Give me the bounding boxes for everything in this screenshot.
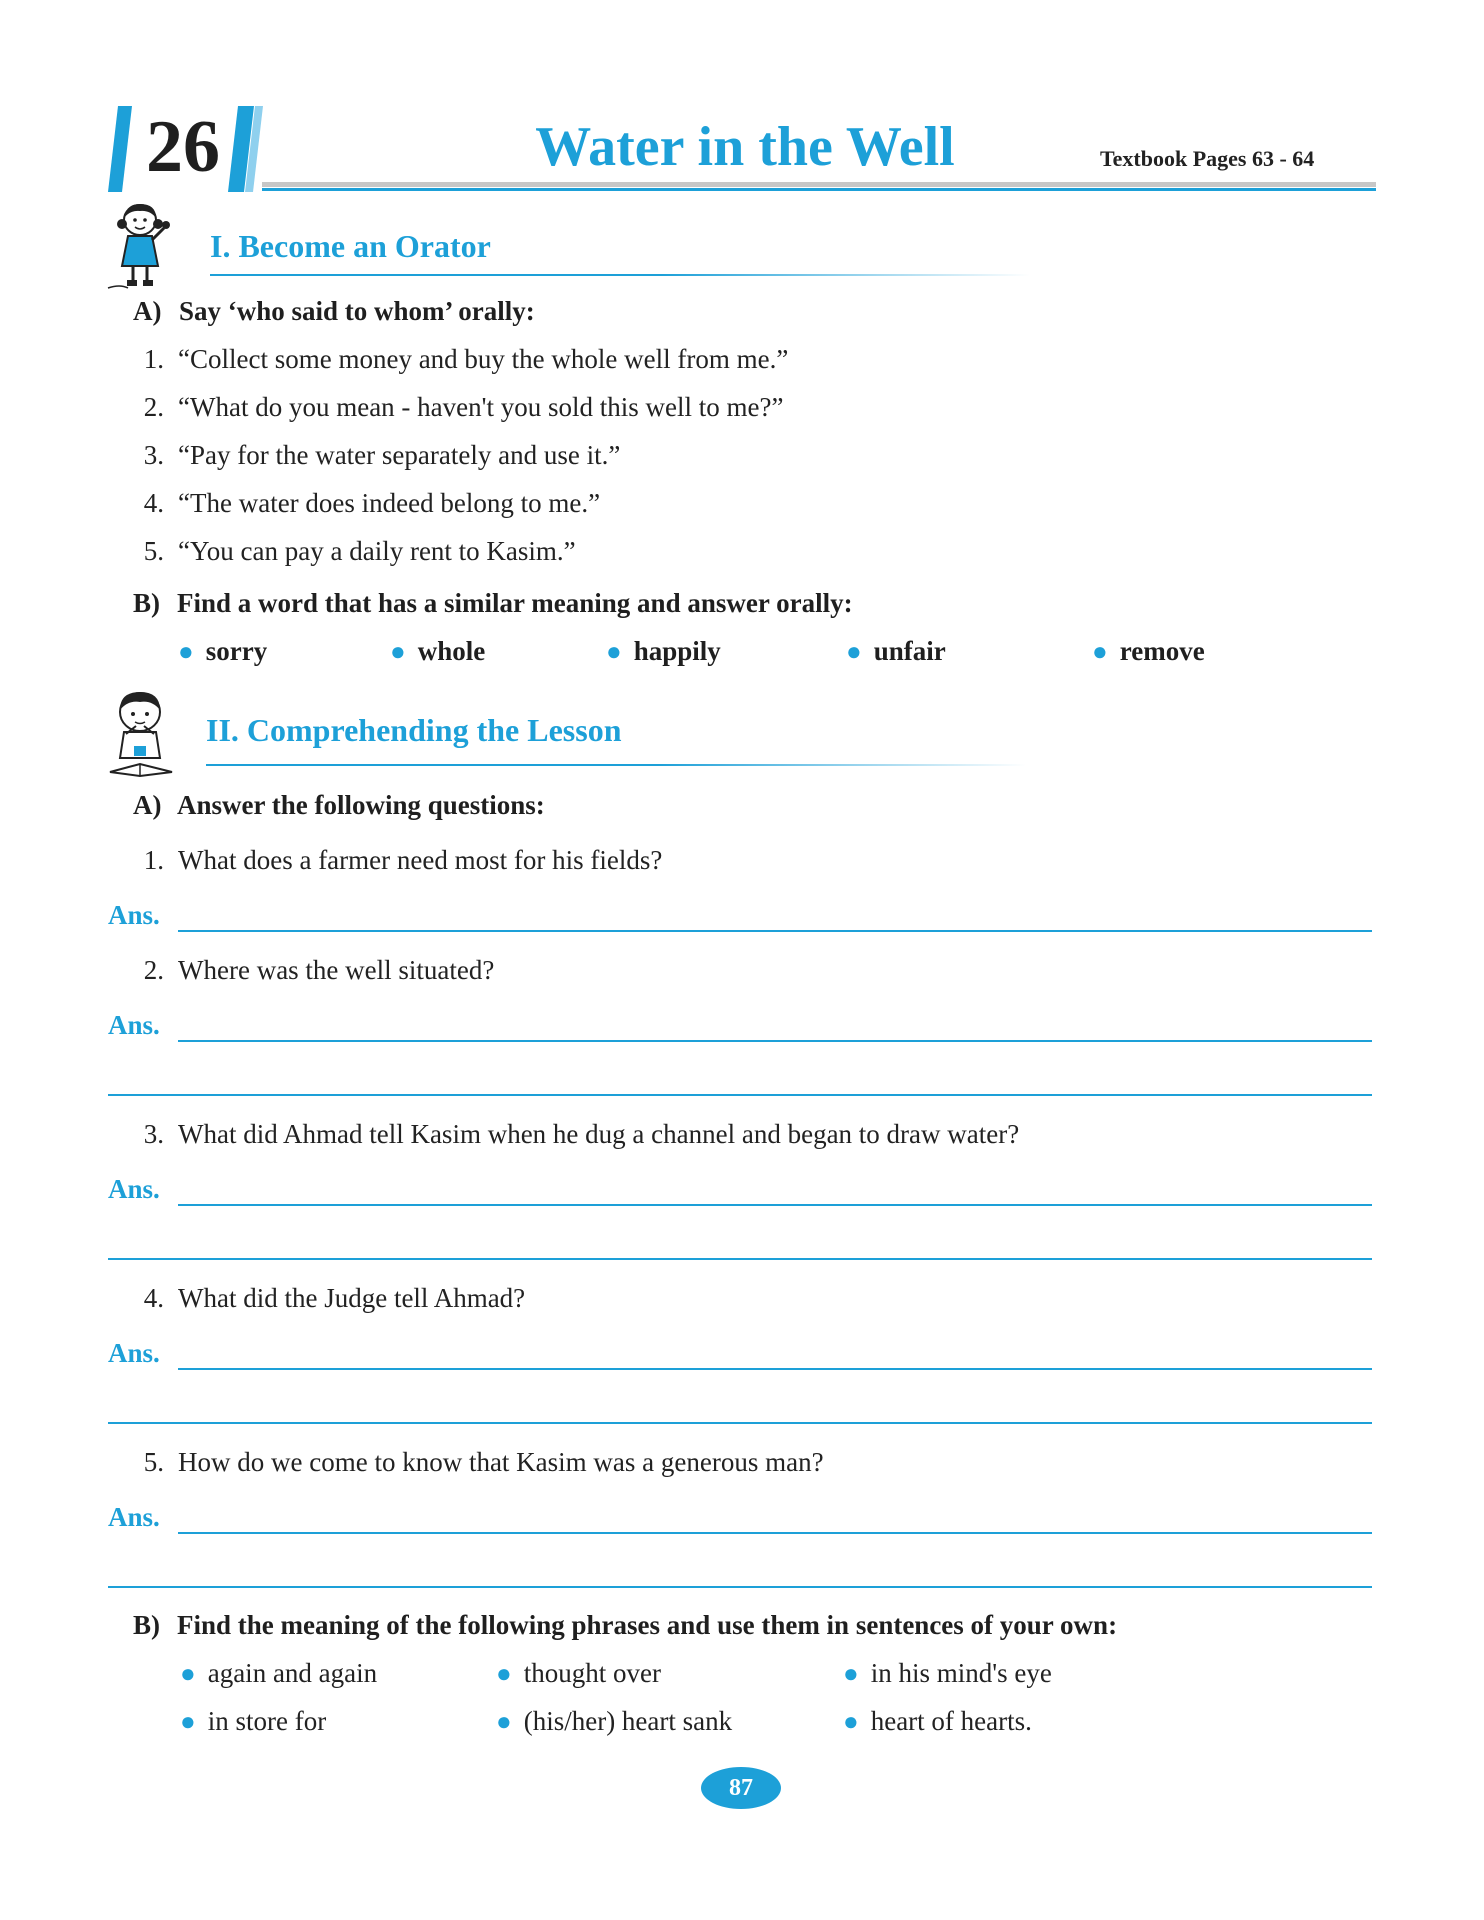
bullet-icon: ● [178, 637, 194, 666]
section-rule [206, 764, 1026, 766]
section-rule [210, 274, 1030, 276]
list-item [126, 392, 783, 423]
question-text: What did the Judge tell Ahmad? [178, 1283, 526, 1313]
answer-label: Ans. [108, 1010, 160, 1040]
phrase-text: in his mind's eye [870, 1658, 1052, 1688]
page-title: Water in the Well [535, 116, 955, 178]
answer-label: Ans. [108, 1174, 160, 1204]
bullet-icon: ● [180, 1707, 196, 1736]
word-text: remove [1119, 636, 1205, 666]
item-number: 4. [143, 488, 164, 518]
boy-reading-book-icon [106, 688, 176, 778]
phrase-item [180, 1658, 377, 1689]
section-heading-orator: I. Become an Orator [210, 228, 491, 264]
item-number: 5. [143, 536, 164, 566]
part-letter: B) [133, 1610, 160, 1640]
section-heading-comprehending: II. Comprehending the Lesson [206, 712, 622, 748]
question-text: How do we come to know that Kasim was a generous man? [178, 1447, 824, 1477]
phrase-item [496, 1706, 732, 1737]
answer-line[interactable] [178, 1204, 1372, 1206]
word-item [390, 636, 485, 667]
question-text: Where was the well situated? [178, 955, 495, 985]
bullet-icon: ● [846, 637, 862, 666]
bullet-icon: ● [180, 1659, 196, 1688]
answer-label: Ans. [108, 1502, 160, 1532]
page-number: 87 [701, 1767, 781, 1809]
bullet-icon: ● [496, 1659, 512, 1688]
bullet-icon: ● [390, 637, 406, 666]
phrase-text: thought over [523, 1658, 661, 1688]
answer-line[interactable] [178, 930, 1372, 932]
question [126, 1447, 824, 1478]
word-item [846, 636, 946, 667]
answer-line[interactable] [108, 1258, 1372, 1260]
part-letter: B) [133, 588, 160, 618]
part-letter: A) [133, 790, 162, 820]
bullet-icon: ● [1092, 637, 1108, 666]
phrase-item [843, 1706, 1032, 1737]
list-item [126, 488, 600, 519]
part-heading-text: Say ‘who said to whom’ orally: [179, 296, 535, 326]
textbook-pages: Textbook Pages 63 - 64 [1100, 146, 1315, 171]
question-text: What does a farmer need most for his fields? [178, 845, 663, 875]
word-item [606, 636, 721, 667]
question [126, 1119, 1019, 1150]
item-number: 3. [143, 440, 164, 470]
answer-line[interactable] [108, 1094, 1372, 1096]
header-rule-grey [262, 182, 1376, 187]
bullet-icon: ● [606, 637, 622, 666]
list-item [126, 536, 576, 567]
girl-with-microphone-icon [106, 200, 186, 292]
part-heading-text: Find a word that has a similar meaning and answer orally: [177, 588, 853, 618]
question-number: 5. [143, 1447, 164, 1477]
item-text: “You can pay a daily rent to Kasim.” [178, 536, 576, 566]
item-text: “Collect some money and buy the whole well from me.” [178, 344, 789, 374]
part-b-heading [133, 1610, 1117, 1641]
phrase-text: again and again [207, 1658, 378, 1688]
question [126, 845, 662, 876]
item-text: “The water does indeed belong to me.” [178, 488, 601, 518]
word-text: whole [417, 636, 486, 666]
item-number: 1. [143, 344, 164, 374]
item-text: “Pay for the water separately and use it.” [178, 440, 621, 470]
answer-line[interactable] [178, 1532, 1372, 1534]
bullet-icon: ● [843, 1707, 859, 1736]
phrase-item [843, 1658, 1052, 1689]
phrase-item [180, 1706, 326, 1737]
part-b-heading [133, 588, 853, 619]
question-number: 1. [143, 845, 164, 875]
list-item [126, 440, 620, 471]
item-number: 2. [143, 392, 164, 422]
lesson-number: 26 [146, 106, 220, 188]
header-rule-blue [262, 188, 1376, 191]
word-text: happily [633, 636, 721, 666]
word-item [178, 636, 267, 667]
question-text: What did Ahmad tell Kasim when he dug a channel and began to draw water? [178, 1119, 1020, 1149]
answer-line[interactable] [178, 1368, 1372, 1370]
item-text: “What do you mean - haven't you sold this well to me?” [178, 392, 784, 422]
answer-line[interactable] [108, 1586, 1372, 1588]
word-text: unfair [873, 636, 946, 666]
answer-line[interactable] [108, 1422, 1372, 1424]
question-number: 4. [143, 1283, 164, 1313]
phrase-text: (his/her) heart sank [523, 1706, 733, 1736]
phrase-item [496, 1658, 661, 1689]
part-a-heading [133, 790, 545, 821]
part-heading-text: Answer the following questions: [177, 790, 545, 820]
part-a-heading [133, 296, 535, 327]
phrase-text: heart of hearts. [870, 1706, 1032, 1736]
answer-label: Ans. [108, 1338, 160, 1368]
answer-label: Ans. [108, 900, 160, 930]
question-number: 3. [143, 1119, 164, 1149]
bullet-icon: ● [843, 1659, 859, 1688]
phrase-text: in store for [207, 1706, 327, 1736]
word-text: sorry [205, 636, 268, 666]
word-item [1092, 636, 1205, 667]
part-letter: A) [133, 296, 162, 326]
list-item [126, 344, 788, 375]
question [126, 1283, 525, 1314]
bullet-icon: ● [496, 1707, 512, 1736]
question [126, 955, 494, 986]
answer-line[interactable] [178, 1040, 1372, 1042]
question-number: 2. [143, 955, 164, 985]
part-heading-text: Find the meaning of the following phrases and use them in sentences of your own: [177, 1610, 1118, 1640]
